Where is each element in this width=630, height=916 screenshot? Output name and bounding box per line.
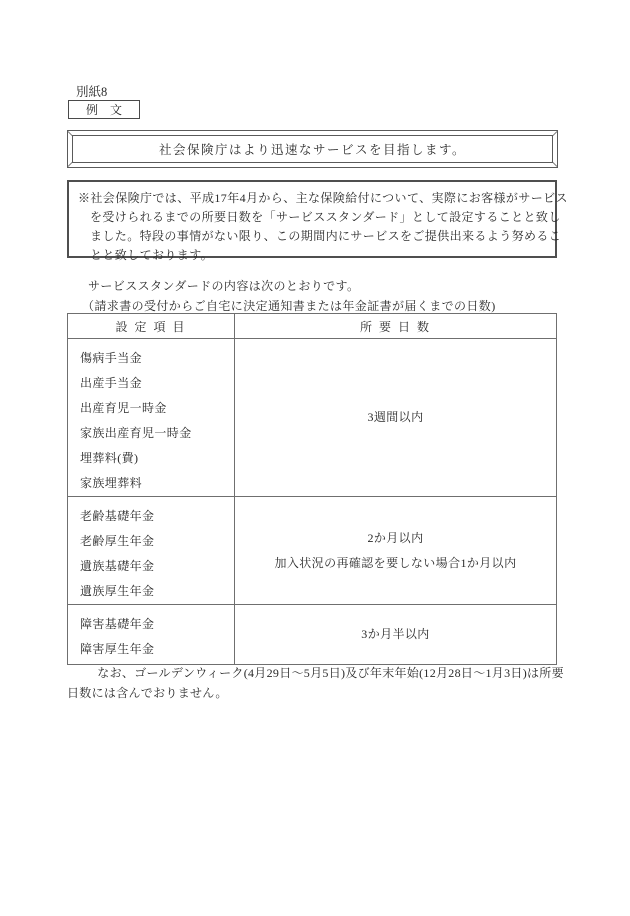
item-cell [68,605,235,664]
item-line: 障害厚生年金 [80,642,155,656]
service-standard-table [67,313,557,665]
item-line: 傷病手当金 [80,351,143,365]
notice-line: ※社会保険庁では、平成17年4月から、主な保険給付について、実際にお客様がサービス [78,191,568,205]
days-line: 加入状況の再確認を要しない場合1か月以内 [274,555,517,570]
item-line: 障害基礎年金 [80,617,155,631]
table-row [68,338,556,496]
item-line: 老齢基礎年金 [80,509,155,523]
days-line: 2か月以内 [367,530,424,545]
days-cell [235,605,556,664]
intro-line: サービススタンダードの内容は次のとおりです。 [88,279,360,293]
example-label: 例 文 [85,103,122,117]
notice-line: ました。特段の事情がない限り、この期間内にサービスをご提供出来るよう努めるこ [90,229,562,243]
notice-line: を受けられるまでの所要日数を「サービススタンダード」として設定することと致し [90,210,561,224]
days-cell [235,497,556,604]
item-line: 老齢厚生年金 [80,534,155,548]
attachment-label: 別紙8 [76,85,108,99]
item-line: 遺族厚生年金 [80,584,155,598]
footer-note-line: 日数には含んでおりません。 [67,686,228,700]
days-line: 3週間以内 [367,410,424,424]
days-line: 3か月半以内 [361,627,430,641]
notice-box [67,180,568,262]
table-row [68,496,556,604]
header-cell-item: 設 定 項 目 [68,314,235,338]
item-line: 遺族基礎年金 [80,559,155,573]
item-line: 家族出産育児一時金 [80,426,192,440]
header-cell-days: 所 要 日 数 [359,319,431,334]
days-cell [235,339,556,496]
intro-line: （請求書の受付からご自宅に決定通知書または年金証書が届くまでの日数) [82,299,496,313]
item-line: 出産手当金 [80,376,143,390]
footer-note-line: なお、ゴールデンウィーク(4月29日～5月5日)及び年末年始(12月28日～1月3日)は所要 [85,666,564,680]
table-header-row [68,314,556,338]
example-label-box [68,100,140,119]
item-cell [68,497,235,604]
table-row [68,604,556,664]
item-line: 埋葬料(費) [80,451,139,465]
item-line: 出産育児一時金 [80,401,167,415]
banner-title: 社会保険庁はより迅速なサービスを目指します。 [72,135,553,163]
item-line: 家族埋葬料 [80,476,143,490]
banner-frame [67,130,558,168]
item-cell [68,339,235,496]
notice-line: とと致しております。 [90,248,214,262]
